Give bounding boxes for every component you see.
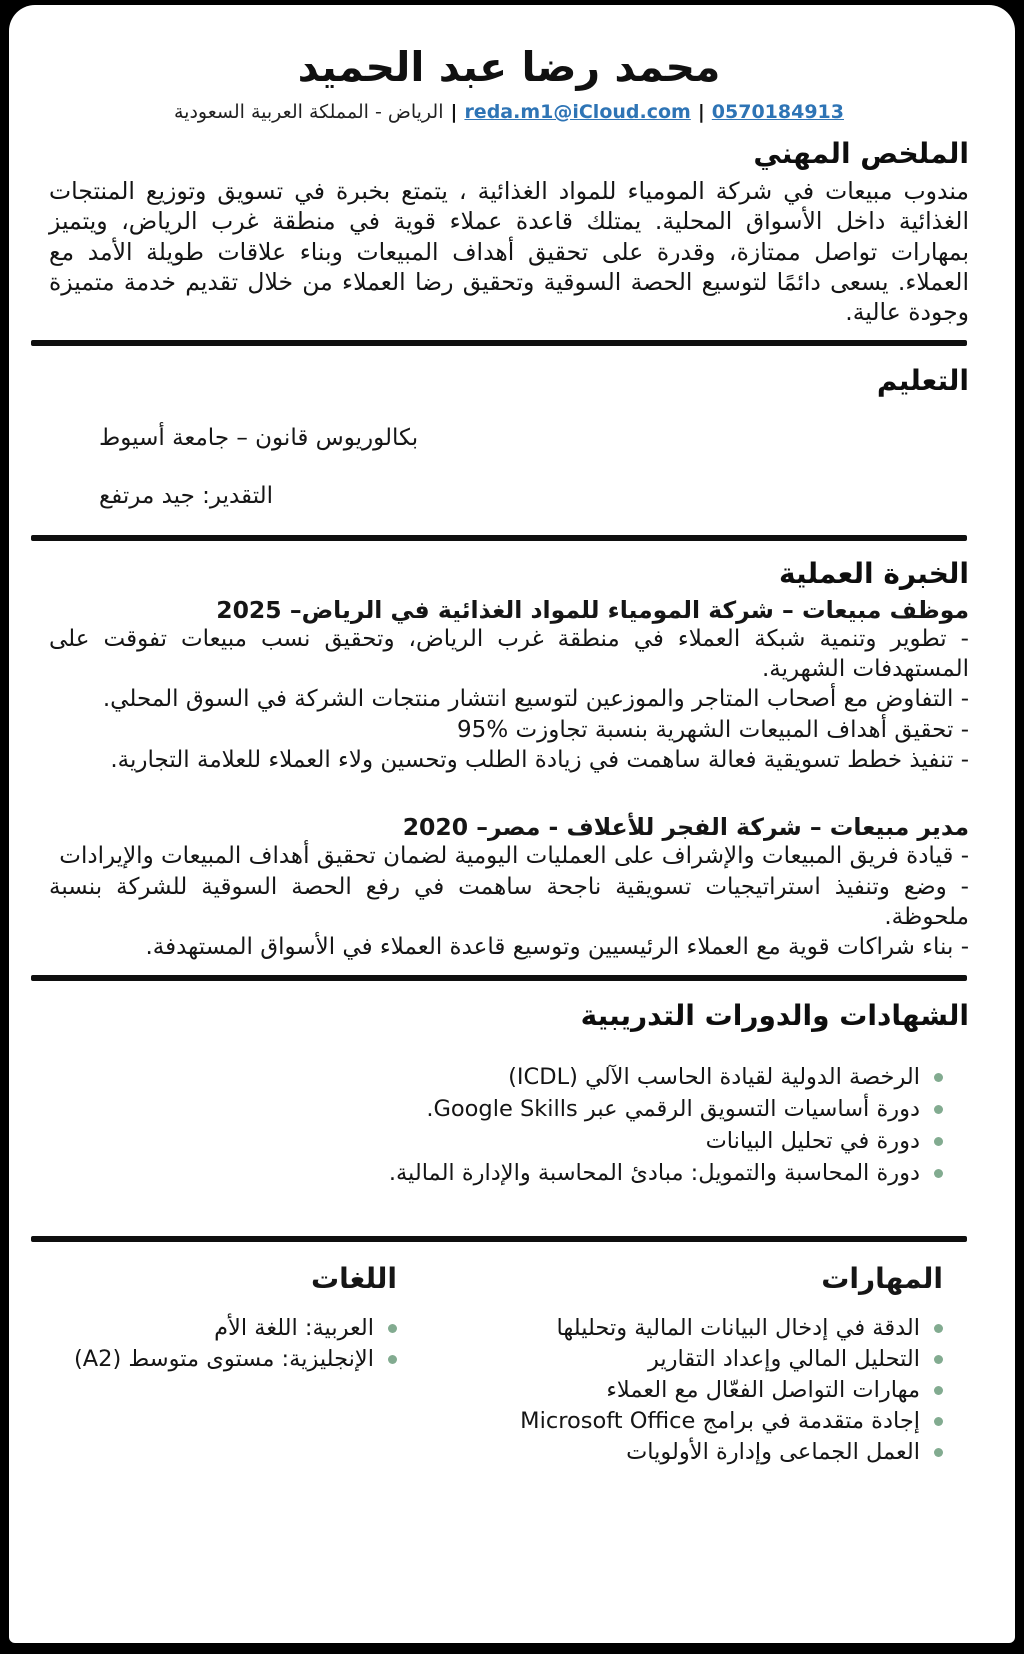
section-title-certifications: الشهادات والدورات التدريبية: [580, 998, 969, 1032]
skill-text: مهارات التواصل الفعّال مع العملاء: [606, 1376, 920, 1403]
section-divider: [31, 1236, 967, 1242]
bullet-dot-icon: [934, 1105, 943, 1114]
list-item: [493, 1437, 969, 1468]
job-title: مدير مبيعات – شركة الفجر للأعلاف - مصر– 2020: [402, 813, 969, 842]
certification-text: دورة أساسيات التسويق الرقمي عبر Google Skills.: [426, 1095, 920, 1122]
job-entry: [49, 596, 969, 776]
bullet-dot-icon: [934, 1448, 943, 1457]
list-item: [49, 1126, 969, 1158]
bullet-dot-icon: [388, 1324, 397, 1333]
section-title-summary: الملخص المهني: [753, 137, 969, 170]
list-item: [493, 1406, 969, 1437]
skills-languages-row: [49, 1262, 969, 1468]
job-bullet: - وضع وتنفيذ استراتيجيات تسويقية ناجحة ساهمت في رفع الحصة السوقية للشركة بنسبة ملحوظة.: [49, 873, 969, 931]
section-divider: [31, 975, 967, 981]
job-bullet: - التفاوض مع أصحاب المتاجر والموزعين لتوسيع انتشار منتجات الشركة في السوق المحلي.: [102, 686, 969, 713]
skills-list: [493, 1313, 969, 1468]
summary-text: مندوب مبيعات في شركة المومياء للمواد الغذائية ، يتمتع بخبرة في تسويق وتوزيع المنتجات الغذائية داخل الأسواق المحلية. يمتلك قاعدة عملاء قوية في منطقة غرب الرياض، ويتميز بمهارات تواصل ممتازة، وقدرة على تحقيق أهداف المبيعات وبناء علاقات طويلة الأمد مع العملاء. يسعى دائمًا لتوسيع الحصة السوقية وتحقيق رضا العملاء من خلال تقديم خدمة متميزة وجودة عالية.: [49, 177, 969, 327]
certification-text: دورة في تحليل البيانات: [705, 1127, 920, 1154]
list-item: [49, 1344, 423, 1375]
section-title-education: التعليم: [876, 363, 969, 397]
section-divider: [31, 340, 967, 346]
education-grade: التقدير: جيد مرتفع: [99, 482, 274, 509]
job-bullet: - قيادة فريق المبيعات والإشراف على العمليات اليومية لضمان تحقيق أهداف المبيعات والإيرادات: [59, 843, 969, 870]
phone-link[interactable]: 0570184913: [711, 101, 844, 123]
languages-list: [49, 1313, 423, 1375]
job-entry: [49, 813, 969, 962]
bullet-dot-icon: [934, 1169, 943, 1178]
job-bullet: - تطوير وتنمية شبكة العملاء في منطقة غرب الرياض، وتحقيق نسب مبيعات تفوقت على المستهدفات الشهرية.: [49, 625, 969, 682]
skills-column: [463, 1262, 969, 1468]
contact-separator: |: [697, 101, 705, 123]
bullet-dot-icon: [934, 1386, 943, 1395]
skill-text: الدقة في إدخال البيانات المالية وتحليلها: [556, 1314, 920, 1341]
certification-text: دورة المحاسبة والتمويل: مبادئ المحاسبة والإدارة المالية.: [388, 1159, 920, 1186]
email-link[interactable]: reda.m1@iCloud.com: [464, 101, 691, 123]
skill-text: إجادة متقدمة في برامج Microsoft Office: [520, 1407, 920, 1434]
certification-text: الرخصة الدولية لقيادة الحاسب الآلي (ICDL): [508, 1063, 920, 1090]
section-title-skills: المهارات: [821, 1261, 943, 1295]
list-item: [49, 1094, 969, 1126]
bullet-dot-icon: [934, 1324, 943, 1333]
section-title-languages: اللغات: [311, 1261, 397, 1295]
education-degree: بكالوريوس قانون – جامعة أسيوط: [99, 424, 419, 451]
location-text: الرياض - المملكة العربية السعودية: [174, 101, 444, 123]
list-item: [493, 1313, 969, 1344]
list-item: [493, 1375, 969, 1406]
bullet-dot-icon: [934, 1137, 943, 1146]
list-item: [49, 1158, 969, 1190]
section-title-experience: الخبرة العملية: [779, 556, 969, 590]
bullet-dot-icon: [934, 1417, 943, 1426]
section-divider: [31, 535, 967, 541]
bullet-dot-icon: [388, 1355, 397, 1364]
job-title: موظف مبيعات – شركة المومياء للمواد الغذائية في الرياض– 2025: [216, 595, 969, 624]
candidate-name: محمد رضا عبد الحميد: [297, 43, 721, 91]
language-text: الإنجليزية: مستوى متوسط (A2): [74, 1345, 374, 1372]
job-bullet: - بناء شراكات قوية مع العملاء الرئيسيين وتوسيع قاعدة العملاء في الأسواق المستهدفة.: [145, 934, 969, 961]
skill-text: العمل الجماعى وإدارة الأولويات: [626, 1438, 920, 1465]
bullet-dot-icon: [934, 1073, 943, 1082]
resume-page: [9, 5, 1015, 1643]
contact-line: [49, 101, 969, 123]
job-bullet: - تحقيق أهداف المبيعات الشهرية بنسبة تجاوزت %95: [457, 716, 969, 743]
list-item: [49, 1313, 423, 1344]
education-block: [99, 425, 471, 509]
list-item: [493, 1344, 969, 1375]
list-item: [49, 1062, 969, 1094]
job-bullet: - تنفيذ خطط تسويقية فعالة ساهمت في زيادة الطلب وتحسين ولاء العملاء للعلامة التجارية.: [110, 747, 969, 773]
language-text: العربية: اللغة الأم: [214, 1314, 374, 1341]
contact-separator: |: [450, 101, 458, 123]
languages-column: [49, 1262, 463, 1468]
certifications-list: [49, 1062, 969, 1190]
bullet-dot-icon: [934, 1355, 943, 1364]
skill-text: التحليل المالي وإعداد التقارير: [647, 1345, 920, 1372]
